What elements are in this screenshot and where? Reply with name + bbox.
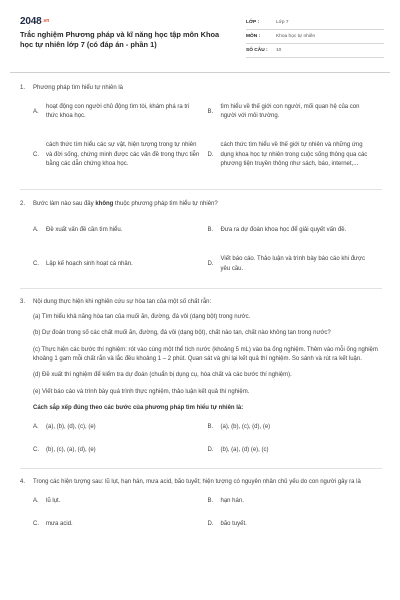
- meta-row-subject: [246, 30, 384, 44]
- option-letter: C.: [33, 151, 39, 158]
- option-b[interactable]: [208, 98, 383, 126]
- meta-row-count: [246, 44, 384, 58]
- option-b[interactable]: [208, 421, 383, 435]
- question-stem: [20, 294, 382, 307]
- stem-before: Bước làm nào sau đây: [33, 201, 96, 208]
- stem-after: thuộc phương pháp tìm hiểu tự nhiên?: [113, 201, 218, 208]
- option-c[interactable]: [33, 131, 208, 179]
- logo-tld: .vn: [42, 18, 50, 25]
- question-4: [20, 474, 382, 531]
- option-letter: A.: [33, 108, 39, 115]
- option-text: Đưa ra dự đoán khoa học để giải quyết vấn đề.: [220, 226, 347, 233]
- option-text: cách thức tìm hiểu về thế giới tự nhiên và những ứng dụng khoa học tự nhiên trong cuộc sống thông qua các phương tiện truyền thông như sách, báo, internet,...: [220, 142, 368, 168]
- option-letter: D.: [207, 260, 214, 267]
- question-stem: [20, 474, 382, 487]
- stem-keyword: không: [95, 201, 114, 208]
- option-d[interactable]: [208, 518, 383, 532]
- question-divider: [20, 189, 382, 190]
- option-text: cách thức tìm hiểu các sự vật, hiện tượng trong tự nhiên và đời sống, chứng minh được các vấn đề trong thực tiễn bằng các dẫn chứng khoa học.: [46, 142, 200, 168]
- option-d[interactable]: [208, 131, 383, 179]
- option-c[interactable]: [33, 518, 208, 532]
- question-text: Trong các hiện tượng sau: lũ lụt, hạn hán, mưa acid, bão tuyết; hiện tượng có nguyên nhân chủ yếu do con người gây ra là: [33, 479, 361, 486]
- question-text: Phương pháp tìm hiểu tự nhiên là: [33, 85, 124, 91]
- question-prompt: [33, 404, 382, 413]
- step-e: (e) Viết báo cáo và trình bày quá trình thực nghiệm, thảo luận kết quả thí nghiệm.: [33, 388, 250, 395]
- question-stem: [20, 80, 382, 93]
- question-number: 1.: [20, 85, 26, 91]
- question-divider: [20, 468, 382, 469]
- meta-key: MÔN :: [246, 34, 261, 39]
- option-d[interactable]: [208, 252, 383, 278]
- question-stem: [20, 196, 382, 209]
- answer-options: [33, 98, 382, 179]
- question-1: [20, 80, 382, 190]
- option-text: (a), (b), (c), (d), (e): [220, 423, 271, 430]
- step-b: (b) Dự đoán trong số các chất muối ăn, đường, đá vôi (dạng bột), chất nào tan, chất nào không tan trong nước?: [33, 330, 331, 337]
- option-letter: D.: [207, 521, 214, 528]
- meta-key: LỚP :: [246, 20, 260, 25]
- step-a: (a) Tìm hiểu khả năng hòa tan của muối ăn, đường, đá vôi (dạng bột) trong nước.: [33, 313, 251, 320]
- question-text: [33, 200, 382, 209]
- option-text: Lập kế hoạch sinh hoạt cá nhân.: [46, 260, 133, 267]
- meta-info: [246, 16, 384, 58]
- option-text: hoạt động con người chủ động tìm tòi, khám phá ra tri thức khoa học.: [46, 104, 190, 120]
- question-number: 2.: [20, 201, 26, 208]
- option-c[interactable]: [33, 444, 208, 458]
- question-2: [20, 196, 382, 288]
- option-a[interactable]: [33, 495, 208, 509]
- option-c[interactable]: [33, 252, 208, 278]
- option-letter: C.: [33, 521, 39, 528]
- answer-options: [33, 218, 382, 278]
- option-letter: C.: [33, 260, 39, 267]
- meta-value: 10: [276, 48, 282, 53]
- option-letter: B.: [207, 498, 214, 505]
- option-letter: A.: [33, 498, 39, 505]
- step-d: (d) Đề xuất thí nghiệm để kiểm tra dự đoán (chuẩn bị dụng cụ, hóa chất và các bước thí nghiệm).: [33, 372, 292, 379]
- option-letter: B.: [207, 108, 214, 115]
- option-text: lũ lụt.: [46, 498, 61, 505]
- answer-options: [33, 495, 382, 532]
- question-number: 3.: [20, 299, 26, 306]
- option-letter: C.: [33, 446, 39, 453]
- option-a[interactable]: [33, 98, 208, 126]
- option-b[interactable]: [208, 495, 383, 509]
- option-text: (b), (c), (a), (d), (e): [46, 446, 96, 453]
- question-3: [20, 294, 382, 468]
- option-letter: A.: [33, 226, 39, 233]
- site-logo[interactable]: [20, 16, 49, 27]
- meta-value: Lớp 7: [276, 20, 289, 25]
- document-title: Trắc nghiệm Phương pháp và kĩ năng học tập môn Khoa học tự nhiên lớp 7 (có đáp án - phần 1): [20, 30, 220, 49]
- meta-row-class: [246, 16, 384, 30]
- option-letter: A.: [33, 423, 39, 430]
- option-letter: D.: [207, 446, 214, 453]
- option-text: (b), (a), (d) (e), (c): [220, 446, 269, 453]
- option-letter: B.: [207, 423, 214, 430]
- question-list: [20, 80, 382, 532]
- option-text: hạn hán.: [220, 498, 244, 505]
- step-c: (c) Thực hiện các bước thí nghiệm: rót vào cùng một thể tích nước (khoảng 5 mL) vào ba ống nghiệm. Thêm vào mỗi ống nghiệm khoảng 1 gam mỗi chất rắn và lắc đều khoảng 1 – 2 phút. Quan sát và ghi lại kết quả thí nghiệm. So sánh và rút ra kết luận.: [33, 346, 378, 363]
- meta-key: SỐ CÂU :: [246, 48, 268, 53]
- prompt-text: Cách sắp xếp đúng theo các bước của phương pháp tìm hiểu tự nhiên là:: [33, 405, 244, 412]
- option-a[interactable]: [33, 421, 208, 435]
- option-text: bão tuyết.: [220, 521, 247, 528]
- logo-main: 2048: [20, 16, 42, 27]
- question-text: Nội dung thực hiện khi nghiên cứu sự hòa tan của một số chất rắn:: [33, 299, 212, 306]
- answer-options: [33, 421, 382, 458]
- meta-value: Khoa học tự nhiên: [276, 34, 316, 39]
- header-divider: [10, 72, 390, 73]
- option-text: tìm hiểu về thế giới con người, mối quan hệ của con người với môi trường.: [220, 104, 360, 120]
- option-letter: D.: [207, 151, 214, 158]
- option-text: mưa acid.: [46, 521, 73, 528]
- option-text: (a), (b), (d), (c), (e): [46, 423, 96, 430]
- option-d[interactable]: [208, 444, 383, 458]
- question-number: 4.: [20, 479, 26, 486]
- option-text: Đề xuất vấn đề cần tìm hiểu.: [46, 226, 123, 233]
- option-a[interactable]: [33, 218, 208, 244]
- question-divider: [20, 288, 382, 289]
- option-b[interactable]: [208, 218, 383, 244]
- option-text: Viết báo cáo. Thảo luận và trình bày báo cáo khi được yêu cầu.: [220, 256, 365, 272]
- page-header: [20, 16, 384, 64]
- option-letter: B.: [207, 226, 214, 233]
